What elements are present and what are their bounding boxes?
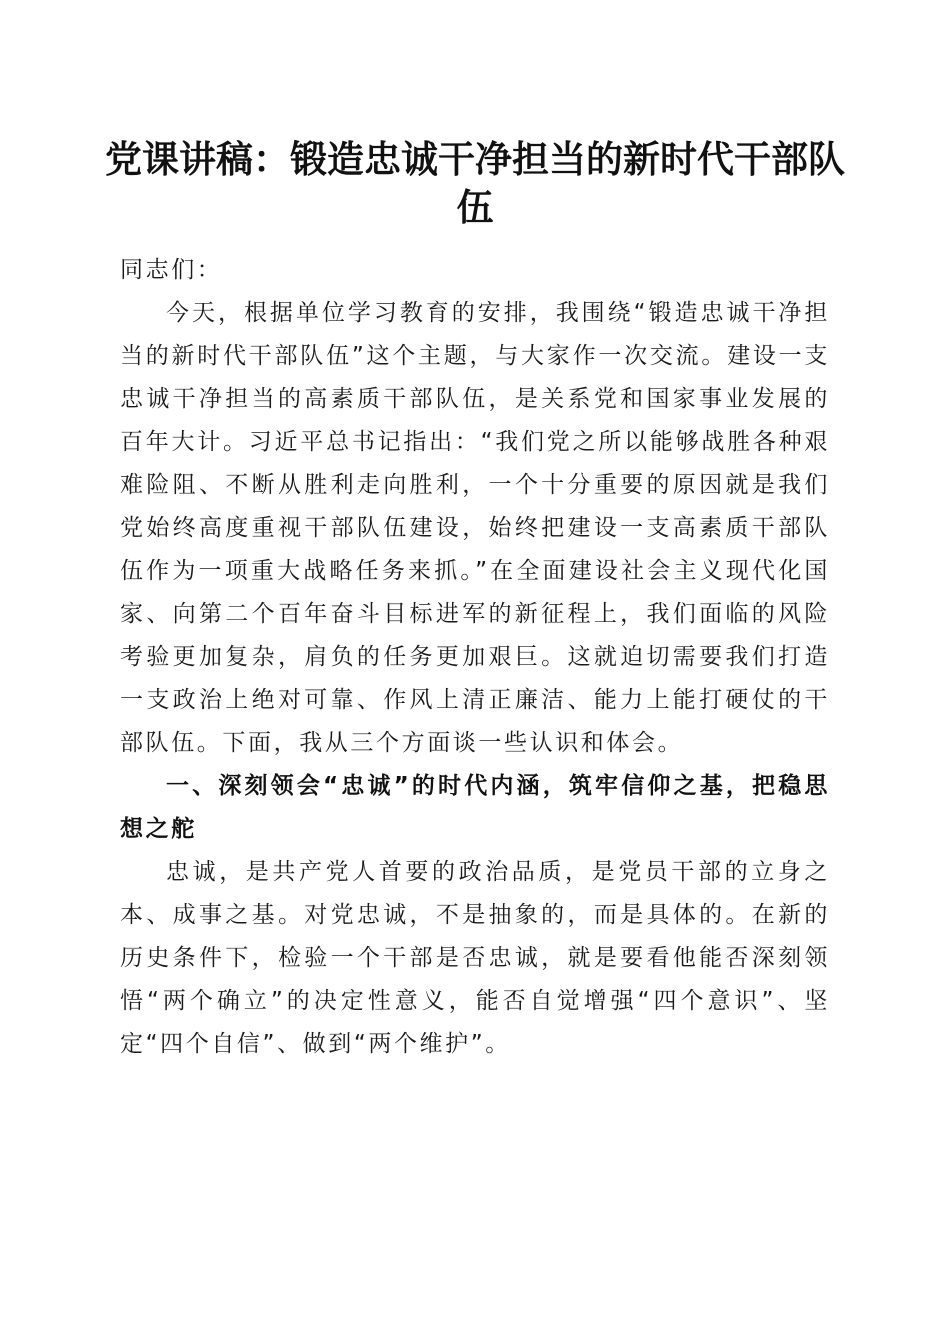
document-title: 党课讲稿：锻造忠诚干净担当的新时代干部队伍 [105, 137, 845, 229]
section-heading: 一、深刻领会“忠诚”的时代内涵，筑牢信仰之基，把稳思想之舵 [120, 773, 830, 842]
salutation: 同志们： [120, 257, 223, 283]
document-body [120, 249, 830, 1066]
intro-paragraph: 今天，根据单位学习教育的安排，我围绕“锻造忠诚干净担当的新时代干部队伍”这个主题，与大家作一次交流。建设一支忠诚干净担当的高素质干部队伍，是关系党和国家事业发展的百年大计。习近平总书记指出：“我们党之所以能够战胜各种艰难险阻、不断从胜利走向胜利，一个十分重要的原因就是我们党始终高度重视干部队伍建设，始终把建设一支高素质干部队伍作为一项重大战略任务来抓。”在全面建设社会主义现代化国家、向第二个百年奋斗目标进军的新征程上，我们面临的风险考验更加复杂，肩负的任务更加艰巨。这就迫切需要我们打造一支政治上绝对可靠、作风上清正廉洁、能力上能打硬仗的干部队伍。下面，我从三个方面谈一些认识和体会。 [120, 300, 830, 756]
section-paragraph: 忠诚，是共产党人首要的政治品质，是党员干部的立身之本、成事之基。对党忠诚，不是抽象的，而是具体的。在新的历史条件下，检验一个干部是否忠诚，就是要看他能否深刻领悟“两个确立”的决定性意义，能否自觉增强“四个意识”、坚定“四个自信”、做到“两个维护”。 [120, 859, 830, 1057]
